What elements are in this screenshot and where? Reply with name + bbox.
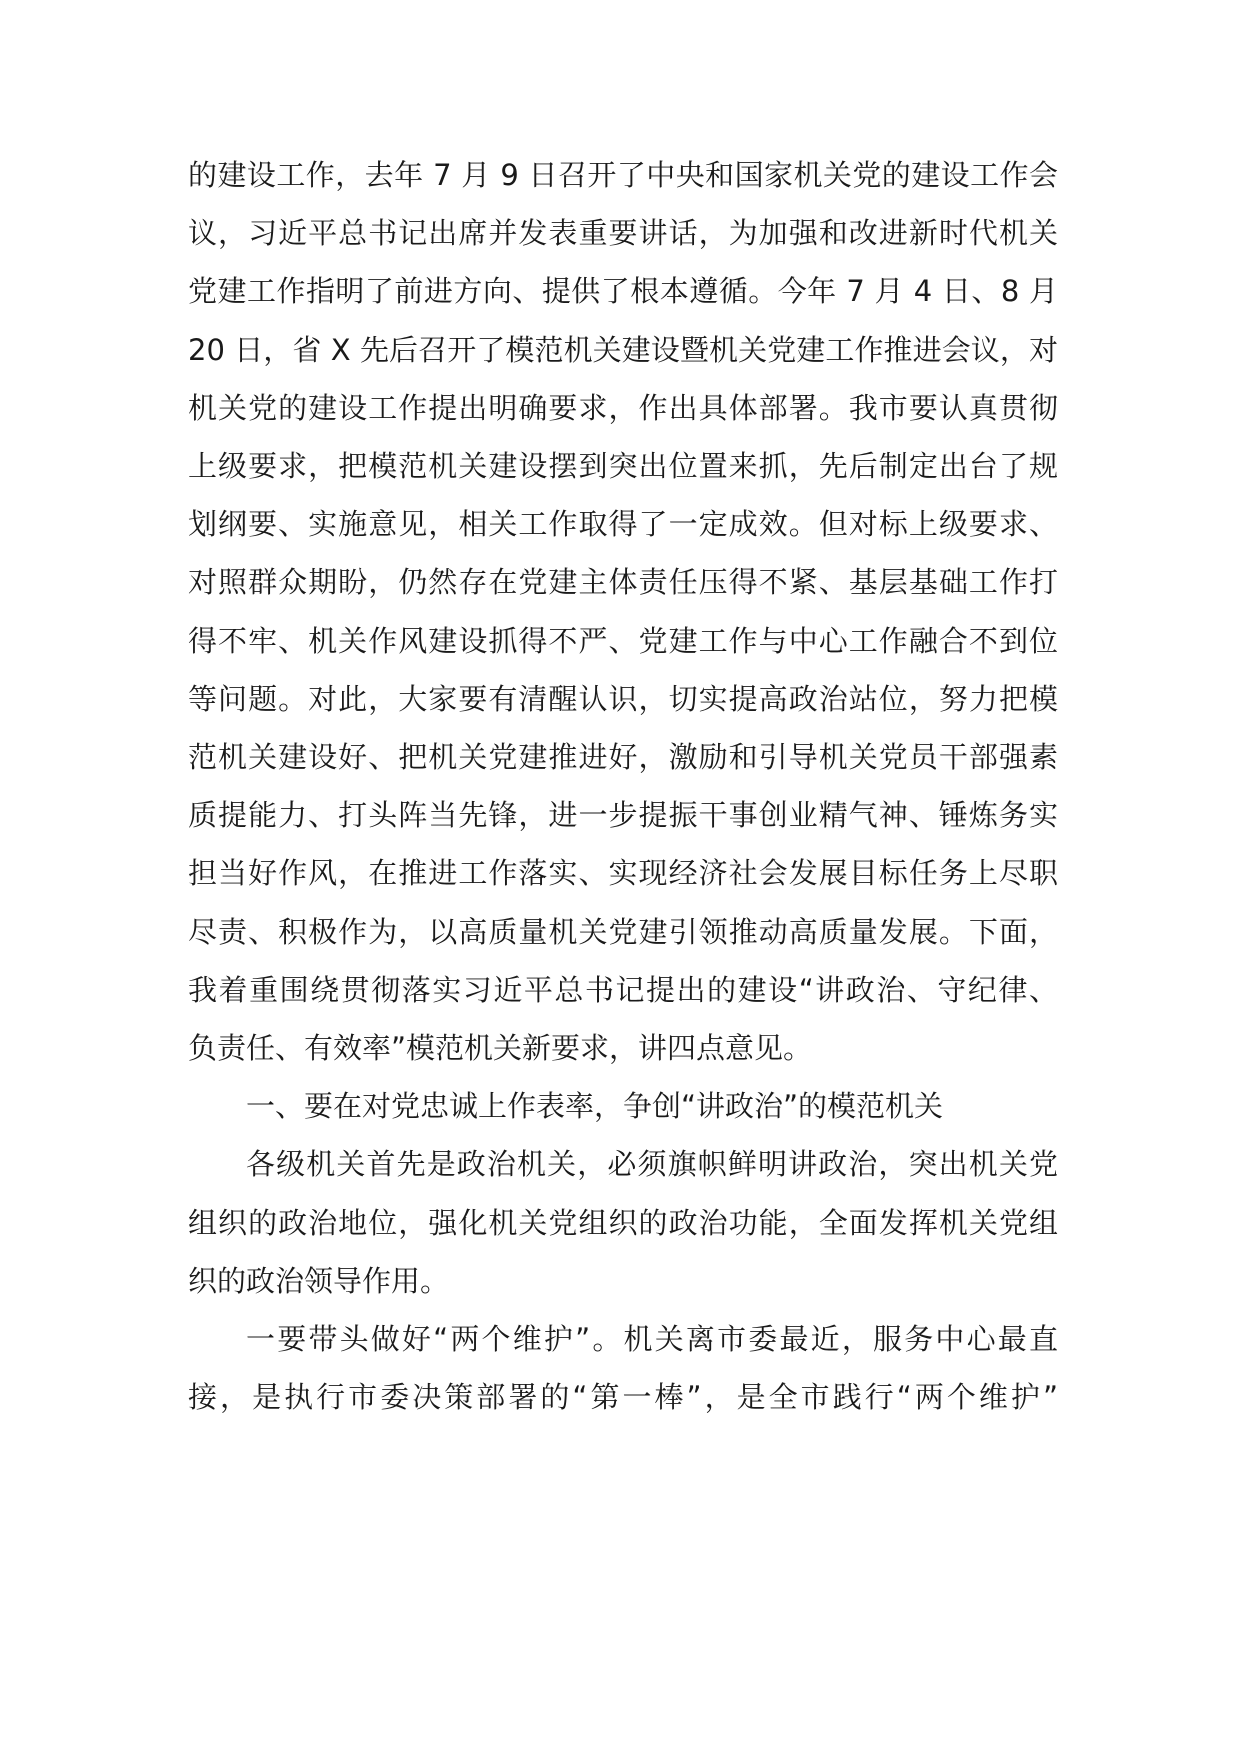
text-line: 得不牢、机关作风建设抓得不严、党建工作与中心工作融合不到位	[188, 623, 1058, 658]
text-line: 织的政治领导作用。	[188, 1263, 450, 1298]
text-line: 划纲要、实施意见，相关工作取得了一定成效。但对标上级要求、	[188, 507, 1058, 542]
text-line: 20 日，省 X 先后召开了模范机关建设暨机关党建工作推进会议，对	[188, 332, 1058, 367]
text-line: 议，习近平总书记出席并发表重要讲话，为加强和改进新时代机关	[188, 216, 1058, 251]
text-line: 等问题。对此，大家要有清醒认识，切实提高政治站位，努力把模	[188, 681, 1058, 716]
text-line: 党建工作指明了前进方向、提供了根本遵循。今年 7 月 4 日、8 月	[188, 274, 1058, 309]
text-line: 担当好作风，在推进工作落实、实现经济社会发展目标任务上尽职	[188, 856, 1058, 891]
text-line: 一、要在对党忠诚上作表率，争创“讲政治”的模范机关	[246, 1089, 944, 1124]
text-line: 上级要求，把模范机关建设摆到突出位置来抓，先后制定出台了规	[188, 449, 1058, 483]
text-line: 组织的政治地位，强化机关党组织的政治功能，全面发挥机关党组	[188, 1205, 1058, 1240]
text-line: 范机关建设好、把机关党建推进好，激励和引导机关党员干部强素	[188, 740, 1058, 774]
text-line: 一要带头做好“两个维护”。机关离市委最近，服务中心最直	[246, 1322, 1058, 1356]
text-line: 质提能力、打头阵当先锋，进一步提振干事创业精气神、锤炼务实	[188, 798, 1058, 833]
text-line: 尽责、积极作为，以高质量机关党建引领推动高质量发展。下面，	[188, 914, 1058, 949]
text-line: 对照群众期盼，仍然存在党建主体责任压得不紧、基层基础工作打	[188, 565, 1058, 600]
text-line: 我着重围绕贯彻落实习近平总书记提出的建设“讲政治、守纪律、	[188, 972, 1058, 1007]
text-line: 负责任、有效率”模范机关新要求，讲四点意见。	[188, 1031, 813, 1065]
text-line: 的建设工作，去年 7 月 9 日召开了中央和国家机关党的建设工作会	[188, 158, 1058, 192]
text-line: 各级机关首先是政治机关，必须旗帜鲜明讲政治，突出机关党	[246, 1147, 1058, 1182]
text-line: 机关党的建设工作提出明确要求，作出具体部署。我市要认真贯彻	[188, 390, 1058, 425]
text-line: 接，是执行市委决策部署的“第一棒”，是全市践行“两个维护”	[188, 1380, 1058, 1415]
